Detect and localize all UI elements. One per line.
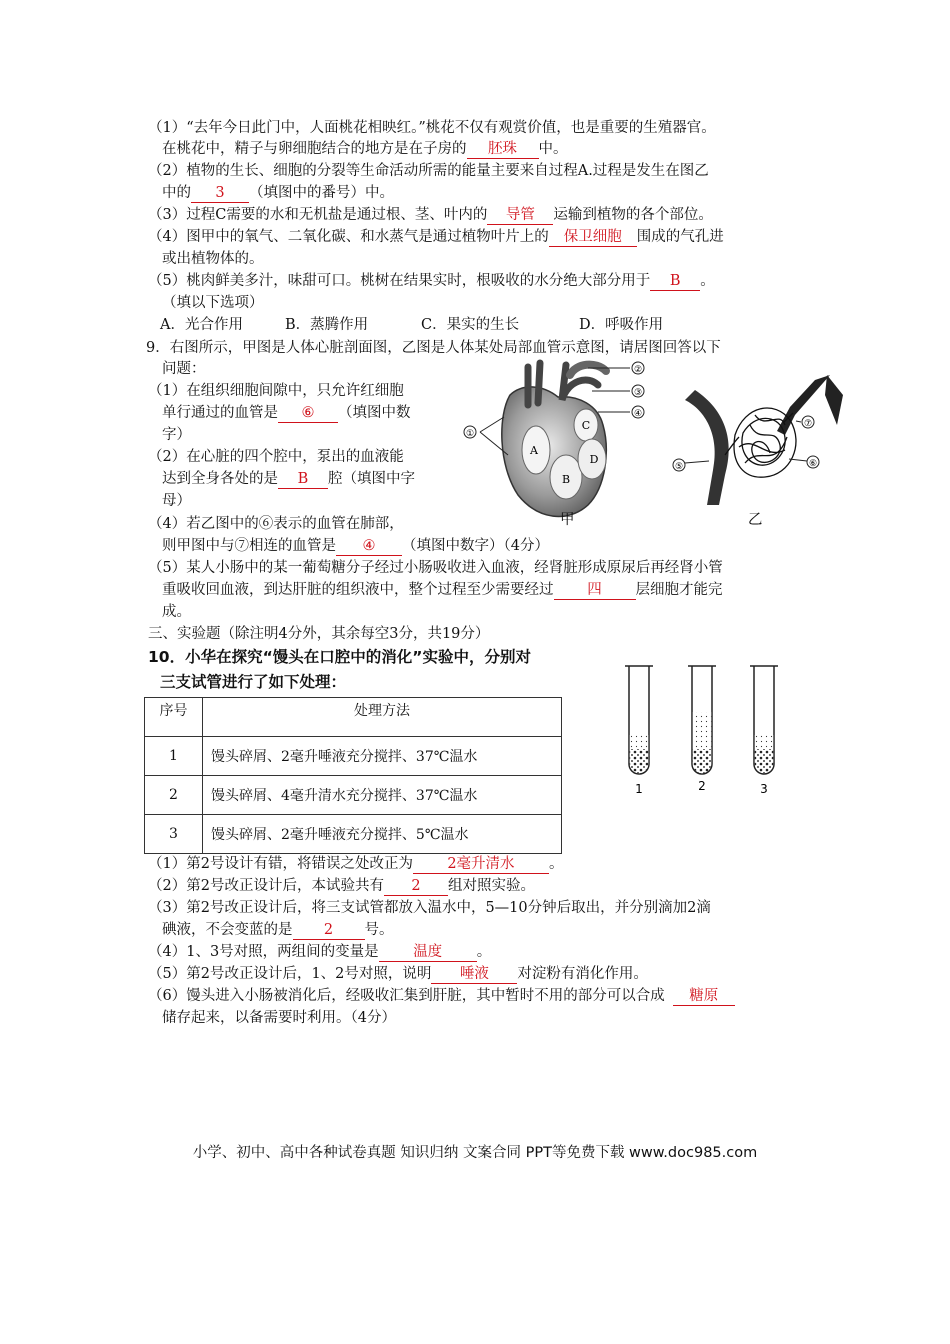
table-cell: 3 xyxy=(145,815,203,854)
answer-blank: 2毫升清水 xyxy=(413,855,549,874)
test-tubes-figure xyxy=(615,660,785,800)
tube-label: 2 xyxy=(698,779,706,793)
q10-text: （4）1、3号对照，两组间的变量是 xyxy=(148,944,379,960)
option-a: A．光合作用 xyxy=(160,317,243,333)
treatment-table xyxy=(144,697,562,854)
page-footer: 小学、初中、高中各种试卷真题 知识归纳 文案合同 PPT等免费下载 www.doc985.com xyxy=(192,1145,758,1161)
q8-line9: （填以下选项） xyxy=(162,295,264,311)
q10-s4 xyxy=(148,941,491,963)
q8-text: （填图中的番号）中。 xyxy=(249,185,394,201)
q9-text: 单行通过的血管是 xyxy=(162,405,278,421)
q9-p5d: 成。 xyxy=(162,604,191,620)
heart-label: A xyxy=(530,444,538,457)
q8-line1: （1）“去年今日此门中，人面桃花相映红。”桃花不仅有观赏价值，也是重要的生殖器官。 xyxy=(148,120,716,136)
q10-title2: 三支试管进行了如下处理： xyxy=(160,673,347,691)
figure-label-jia: 甲 xyxy=(560,512,575,528)
table-cell: 1 xyxy=(145,737,203,776)
vessel-diagram xyxy=(665,375,845,510)
heart-label: D xyxy=(589,453,599,466)
answer-blank: ④ xyxy=(336,537,402,556)
table-cell: 馒头碎屑、4毫升清水充分搅拌、37℃温水 xyxy=(203,776,562,815)
answer-blank: 唾液 xyxy=(431,965,517,984)
tube-3 xyxy=(750,666,778,774)
vessel-label: ⑥ xyxy=(808,459,818,469)
q10-text: 号。 xyxy=(364,922,394,938)
q9-p2a: （2）在心脏的四个腔中，泵出的血液能 xyxy=(148,449,404,465)
option-b: B．蒸腾作用 xyxy=(285,317,369,333)
q9-text: 重吸收回血液，到达肝脏的组织液中，整个过程至少需要经过 xyxy=(162,582,554,598)
q9-p5b xyxy=(162,579,723,601)
heart-diagram xyxy=(458,355,658,535)
q10-s2 xyxy=(148,875,535,897)
heart-label: ④ xyxy=(633,409,643,419)
q9-text: （填图中数 xyxy=(338,405,411,421)
vessel-label: ⑤ xyxy=(674,462,684,472)
answer-blank: 温度 xyxy=(379,943,477,962)
q9-p2b xyxy=(162,468,415,490)
q9-p1d: 字） xyxy=(162,427,191,443)
q8-text: 。 xyxy=(700,273,715,289)
q9-text: 达到全身各处的是 xyxy=(162,471,278,487)
section-title: 三、实验题（除注明4分外，其余每空3分，共19分） xyxy=(148,626,490,642)
q10-text: （6）馒头进入小肠被消化后，经吸收汇集到肝脏，其中暂时不用的部分可以合成 xyxy=(148,988,665,1004)
answer-blank: 3 xyxy=(191,184,249,203)
table-row xyxy=(145,815,562,854)
option-c: C．果实的生长 xyxy=(421,317,520,333)
table-row xyxy=(145,737,562,776)
q10-text: 。 xyxy=(548,856,564,872)
q9-p1a: （1）在组织细胞间隙中，只允许红细胞 xyxy=(148,383,404,399)
q8-text: 围成的气孔进 xyxy=(636,229,724,245)
q8-text: （5）桃肉鲜美多汁，味甜可口。桃树在结果实时，根吸收的水分绝大部分用于 xyxy=(148,273,651,289)
table-row xyxy=(145,776,562,815)
q8-text: （3）过程C需要的水和无机盐是通过根、茎、叶内的 xyxy=(148,207,488,223)
heart-label: ③ xyxy=(633,388,643,398)
answer-blank: 糖原 xyxy=(673,987,735,1006)
q9-text: 则甲图中与⑦相连的血管是 xyxy=(162,538,336,554)
q8-text: 中。 xyxy=(538,141,568,157)
q9-text: 层细胞才能完 xyxy=(635,582,723,598)
q9-p5a: （5）某人小肠中的某一葡萄糖分子经过小肠吸收进入血液，经肾脏形成原尿后再经肾小管 xyxy=(148,560,723,576)
q9-line1: 9．右图所示，甲图是人体心脏剖面图，乙图是人体某处局部血管示意图，请居图回答以下 xyxy=(146,340,721,356)
q9-p1b xyxy=(162,402,411,424)
answer-blank: 保卫细胞 xyxy=(549,228,637,247)
q8-line7: 或出植物体的。 xyxy=(162,251,264,267)
vessel-label: ⑦ xyxy=(803,419,813,429)
q10-s3: （3）第2号改正设计后，将三支试管都放入温水中，5—10分钟后取出，并分别滴加2滴 xyxy=(148,900,711,916)
q10-text: 。 xyxy=(476,944,492,960)
q10-s3b xyxy=(162,919,394,941)
q9-p4b xyxy=(162,535,549,557)
table-header-cell: 处理方法 xyxy=(203,698,562,737)
tube-1 xyxy=(625,666,653,774)
table-header-cell: 序号 xyxy=(145,698,203,737)
table-cell: 2 xyxy=(145,776,203,815)
q8-text: 运输到植物的各个部位。 xyxy=(553,207,713,223)
answer-blank: ⑥ xyxy=(278,404,338,423)
tube-2 xyxy=(688,666,716,774)
q8-line3: （2）植物的生长、细胞的分裂等生命活动所需的能量主要来自过程A.过程是发生在图乙 xyxy=(148,163,709,179)
tube-label: 1 xyxy=(635,782,643,796)
heart-label: ② xyxy=(633,365,643,375)
answer-blank: B xyxy=(278,470,328,489)
q10-text: 组对照实验。 xyxy=(447,878,535,894)
q8-line8 xyxy=(148,270,715,292)
q10-text: 碘液，不会变蓝的是 xyxy=(162,922,293,938)
q10-s5 xyxy=(148,963,648,985)
q10-title1: 10．小华在探究“馒头在口腔中的消化”实验中，分别对 xyxy=(148,648,531,666)
q8-text: 在桃花中，精子与卵细胞结合的地方是在子房的 xyxy=(162,141,467,157)
heart-label: ① xyxy=(465,429,475,439)
q10-text: （2）第2号改正设计后，本试验共有 xyxy=(148,878,384,894)
q8-line5 xyxy=(148,204,713,226)
q8-line2 xyxy=(162,138,568,160)
answer-blank: B xyxy=(650,272,700,291)
q8-line6 xyxy=(148,226,724,248)
heart-label: C xyxy=(581,419,591,432)
answer-blank: 2 xyxy=(293,921,365,940)
q9-text: 腔（填图中字 xyxy=(328,471,415,487)
q10-s6 xyxy=(148,985,735,1007)
q8-line4 xyxy=(162,182,394,204)
q10-text: （1）第2号设计有错，将错误之处改正为 xyxy=(148,856,413,872)
q10-s6b: 储存起来，以备需要时利用。（4分） xyxy=(162,1010,396,1026)
q10-s1 xyxy=(148,853,563,875)
table-cell: 馒头碎屑、2毫升唾液充分搅拌、37℃温水 xyxy=(203,737,562,776)
q9-p2d: 母） xyxy=(162,493,191,509)
heart-label: B xyxy=(561,473,571,486)
tube-label: 3 xyxy=(760,782,768,796)
q10-text: （5）第2号改正设计后，1、2号对照，说明 xyxy=(148,966,432,982)
answer-blank: 胚珠 xyxy=(467,140,539,159)
option-d: D．呼吸作用 xyxy=(579,317,664,333)
q10-text: 对淀粉有消化作用。 xyxy=(517,966,648,982)
figure-label-yi: 乙 xyxy=(748,512,763,528)
answer-blank: 2 xyxy=(384,877,448,896)
q8-text: （4）图甲中的氧气、二氧化碳、和水蒸气是通过植物叶片上的 xyxy=(148,229,549,245)
table-header-row xyxy=(145,698,562,737)
q9-line2: 问题： xyxy=(162,361,206,377)
q9-text: （填图中数字）（4分） xyxy=(402,538,549,554)
answer-blank: 导管 xyxy=(487,206,553,225)
q9-p4a: （4）若乙图中的⑥表示的血管在肺部， xyxy=(148,516,404,532)
q8-text: 中的 xyxy=(162,185,191,201)
table-cell: 馒头碎屑、2毫升唾液充分搅拌、5℃温水 xyxy=(203,815,562,854)
answer-blank: 四 xyxy=(554,581,636,600)
